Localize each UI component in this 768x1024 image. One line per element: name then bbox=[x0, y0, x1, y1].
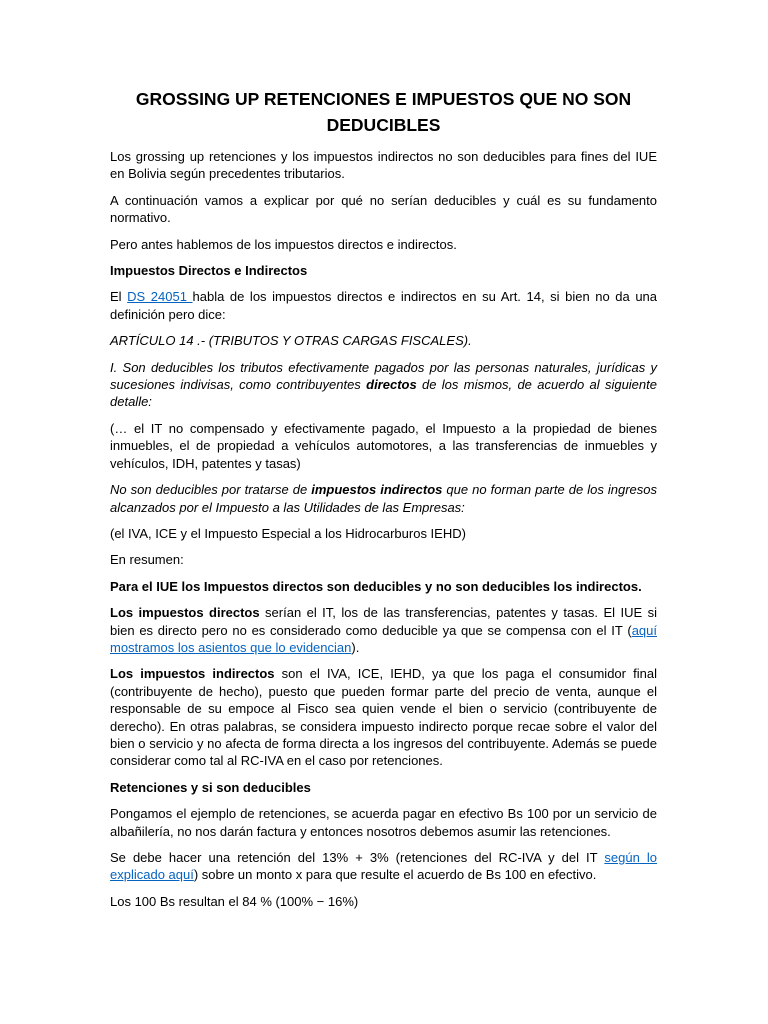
ds-paragraph-suffix: habla de los impuestos directos e indirectos en su Art. 14, si bien no da una definición pero dice: bbox=[110, 289, 658, 322]
section-heading-retenciones: Retenciones y si son deducibles bbox=[110, 779, 311, 795]
direct-taxes-text: serían el IT, los de las transferencias, patentes y tasas. El IUE si bien es directo pero no es considerado como deducible ya que se compensa con el IT ( bbox=[110, 605, 658, 638]
indirect-taxes-list: (el IVA, ICE y el Impuesto Especial a los Hidrocarburos IEHD) bbox=[110, 525, 466, 541]
ds-paragraph-prefix: El bbox=[110, 289, 128, 305]
transition-paragraph: Pero antes hablemos de los impuestos directos e indirectos. bbox=[110, 236, 457, 252]
indirect-taxes-text: son el IVA, ICE, IEHD, ya que los paga el consumidor final (contribuyente de hecho), puesto que pueden formar parte del precio de venta, aunque el responsable de su empoce al Fisco sea quien vende el bien o servicio (contribuyente de derecho). En otras palabras, se considera impuesto indirecto porque recae sobre el valor del bien o servicio y no afecta de forma directa a los ingresos del contribuyente. Además se puede considerar como tal al RC-IVA en el caso por retenciones. bbox=[110, 666, 657, 769]
explanation-paragraph: A continuación vamos a explicar por qué no serían deducibles y cuál es su fundamento normativo. bbox=[110, 192, 657, 226]
retention-text-b: ) sobre un monto x para que resulte el acuerdo de Bs 100 en efectivo. bbox=[193, 867, 597, 883]
direct-taxes-close: ). bbox=[351, 639, 360, 655]
direct-taxes-bold: Los impuestos directos bbox=[110, 605, 260, 621]
section-heading-impuestos: Impuestos Directos e Indirectos bbox=[110, 263, 308, 279]
article-text-b: de los mismos, de acuerdo al siguiente detalle: bbox=[110, 377, 657, 410]
direct-taxes-list: (… el IT no compensado y efectivamente pagado, el Impuesto a la propiedad de bienes inmuebles, el de propiedad a vehículos automotores, a las transferencias de inmuebles y vehículos, IDH, patentes y tasas) bbox=[110, 420, 657, 471]
calculation-paragraph: Los 100 Bs resultan el 84 % (100% − 16%) bbox=[110, 893, 359, 909]
article-text-a: I. Son deducibles los tributos efectivamente pagados por las personas naturales, jurídicas y sucesiones indivisas, como contribuyentes bbox=[110, 359, 657, 393]
summary-label: En resumen: bbox=[110, 552, 184, 568]
direct-taxes-paragraph bbox=[110, 604, 657, 656]
non-deductible-bold: impuestos indirectos bbox=[311, 482, 443, 498]
explicado-aqui-link[interactable]: según lo explicado aquí bbox=[110, 850, 657, 883]
intro-paragraph: Los grossing up retenciones y los impuestos indirectos no son deducibles para fines del IUE en Bolivia según precedentes tributarios. bbox=[110, 149, 657, 182]
indirect-taxes-paragraph bbox=[110, 665, 657, 769]
ds-paragraph bbox=[110, 288, 657, 323]
summary-statement: Para el IUE los Impuestos directos son deducibles y no son deducibles los indirectos. bbox=[110, 578, 642, 594]
indirect-taxes-bold: Los impuestos indirectos bbox=[110, 666, 275, 682]
document-page bbox=[110, 86, 657, 919]
asientos-link[interactable]: aquí mostramos los asientos que lo evidencian bbox=[110, 622, 657, 655]
retention-paragraph bbox=[110, 849, 657, 884]
ds-24051-link[interactable]: DS 24051 bbox=[127, 289, 193, 305]
non-deductible-paragraph bbox=[110, 481, 657, 516]
non-deductible-b: que no forman parte de los ingresos alcanzados por el Impuesto a las Utilidades de las Empresas: bbox=[110, 482, 657, 515]
article-heading: ARTÍCULO 14 .- (TRIBUTOS Y OTRAS CARGAS FISCALES). bbox=[110, 333, 472, 349]
non-deductible-a: No son deducibles por tratarse de bbox=[110, 482, 312, 498]
article-text bbox=[110, 359, 657, 411]
document-title: GROSSING UP RETENCIONES E IMPUESTOS QUE NO SON DEDUCIBLES bbox=[135, 89, 632, 135]
article-text-bold: directos bbox=[366, 377, 417, 393]
example-paragraph: Pongamos el ejemplo de retenciones, se acuerda pagar en efectivo Bs 100 por un servicio de albañilería, no nos darán factura y entonces nosotros debemos asumir las retenciones. bbox=[110, 806, 657, 839]
retention-text-a: Se debe hacer una retención del 13% + 3% (retenciones del RC-IVA y del IT bbox=[110, 850, 605, 865]
